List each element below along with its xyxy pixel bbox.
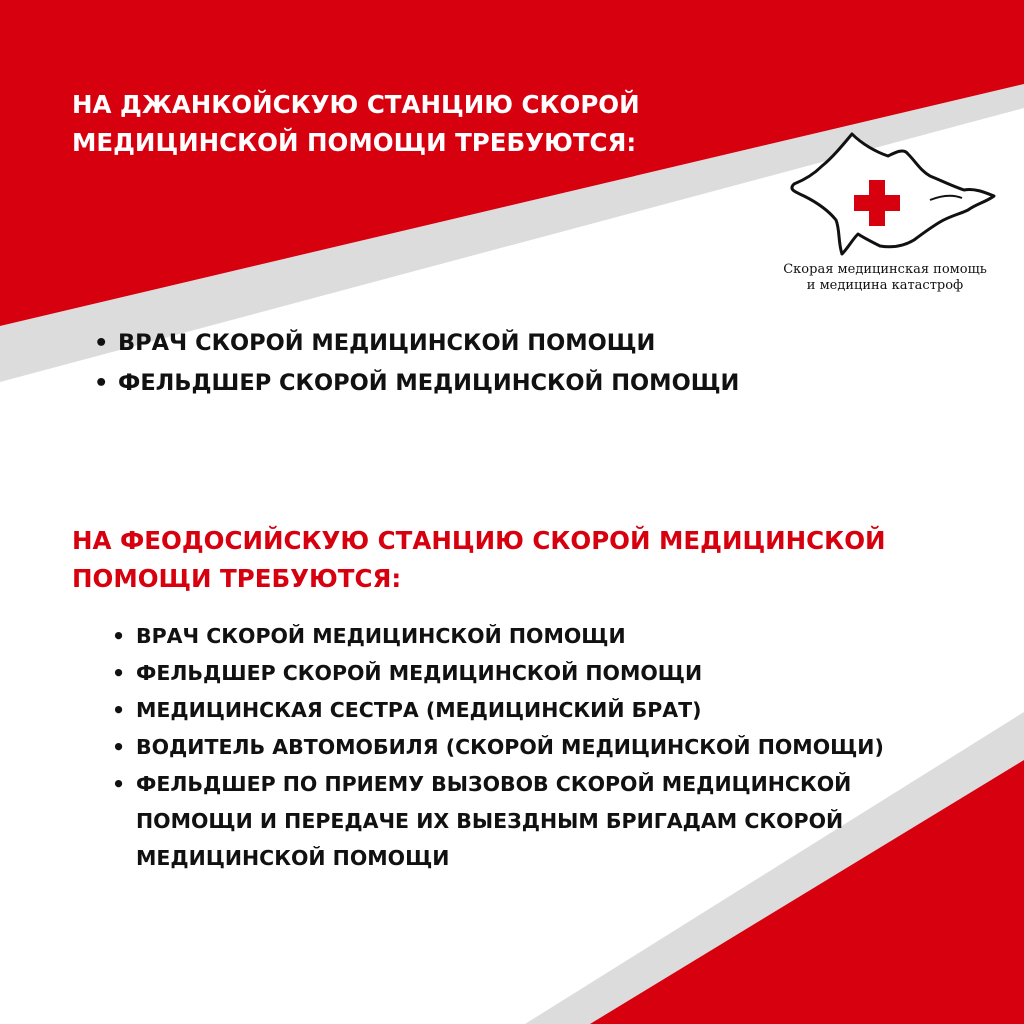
vacancy-item: • ФЕЛЬДШЕР СКОРОЙ МЕДИЦИНСКОЙ ПОМОЩИ	[136, 655, 884, 692]
vacancy-item: • ФЕЛЬДШЕР СКОРОЙ МЕДИЦИНСКОЙ ПОМОЩИ	[118, 363, 739, 403]
vacancy-item: • ВРАЧ СКОРОЙ МЕДИЦИНСКОЙ ПОМОЩИ	[136, 618, 884, 655]
section-2-heading-line: НА ФЕОДОСИЙСКУЮ СТАНЦИЮ СКОРОЙ МЕДИЦИНСКОЙ	[72, 526, 886, 555]
vacancy-item-multiline	[136, 766, 884, 877]
section-1-heading	[72, 86, 640, 162]
section-2-vacancy-list	[136, 618, 884, 877]
section-1-vacancy-list	[118, 323, 739, 403]
vacancy-item: • ВОДИТЕЛЬ АВТОМОБИЛЯ (СКОРОЙ МЕДИЦИНСКОЙ ПОМОЩИ)	[136, 729, 884, 766]
crimea-map-red-cross-icon	[780, 130, 1000, 260]
vacancy-item-line: • ФЕЛЬДШЕР ПО ПРИЕМУ ВЫЗОВОВ СКОРОЙ МЕДИЦИНСКОЙ	[136, 772, 852, 796]
vacancy-item-line: ПОМОЩИ И ПЕРЕДАЧЕ ИХ ВЫЕЗДНЫМ БРИГАДАМ СКОРОЙ	[136, 809, 844, 833]
vacancy-item: • МЕДИЦИНСКАЯ СЕСТРА (МЕДИЦИНСКИЙ БРАТ)	[136, 692, 884, 729]
section-1-heading-line: НА ДЖАНКОЙСКУЮ СТАНЦИЮ СКОРОЙ	[72, 90, 640, 119]
logo-caption-line: Скорая медицинская помощь	[783, 262, 987, 277]
logo	[780, 130, 1010, 310]
section-2-heading-line: ПОМОЩИ ТРЕБУЮТСЯ:	[72, 564, 402, 593]
logo-caption	[780, 262, 990, 294]
logo-caption-line: и медицина катастроф	[806, 278, 964, 293]
vacancy-item: • ВРАЧ СКОРОЙ МЕДИЦИНСКОЙ ПОМОЩИ	[118, 323, 739, 363]
section-2-heading	[72, 522, 886, 598]
section-1-heading-line: МЕДИЦИНСКОЙ ПОМОЩИ ТРЕБУЮТСЯ:	[72, 128, 637, 157]
vacancy-item-line: МЕДИЦИНСКОЙ ПОМОЩИ	[136, 846, 450, 870]
